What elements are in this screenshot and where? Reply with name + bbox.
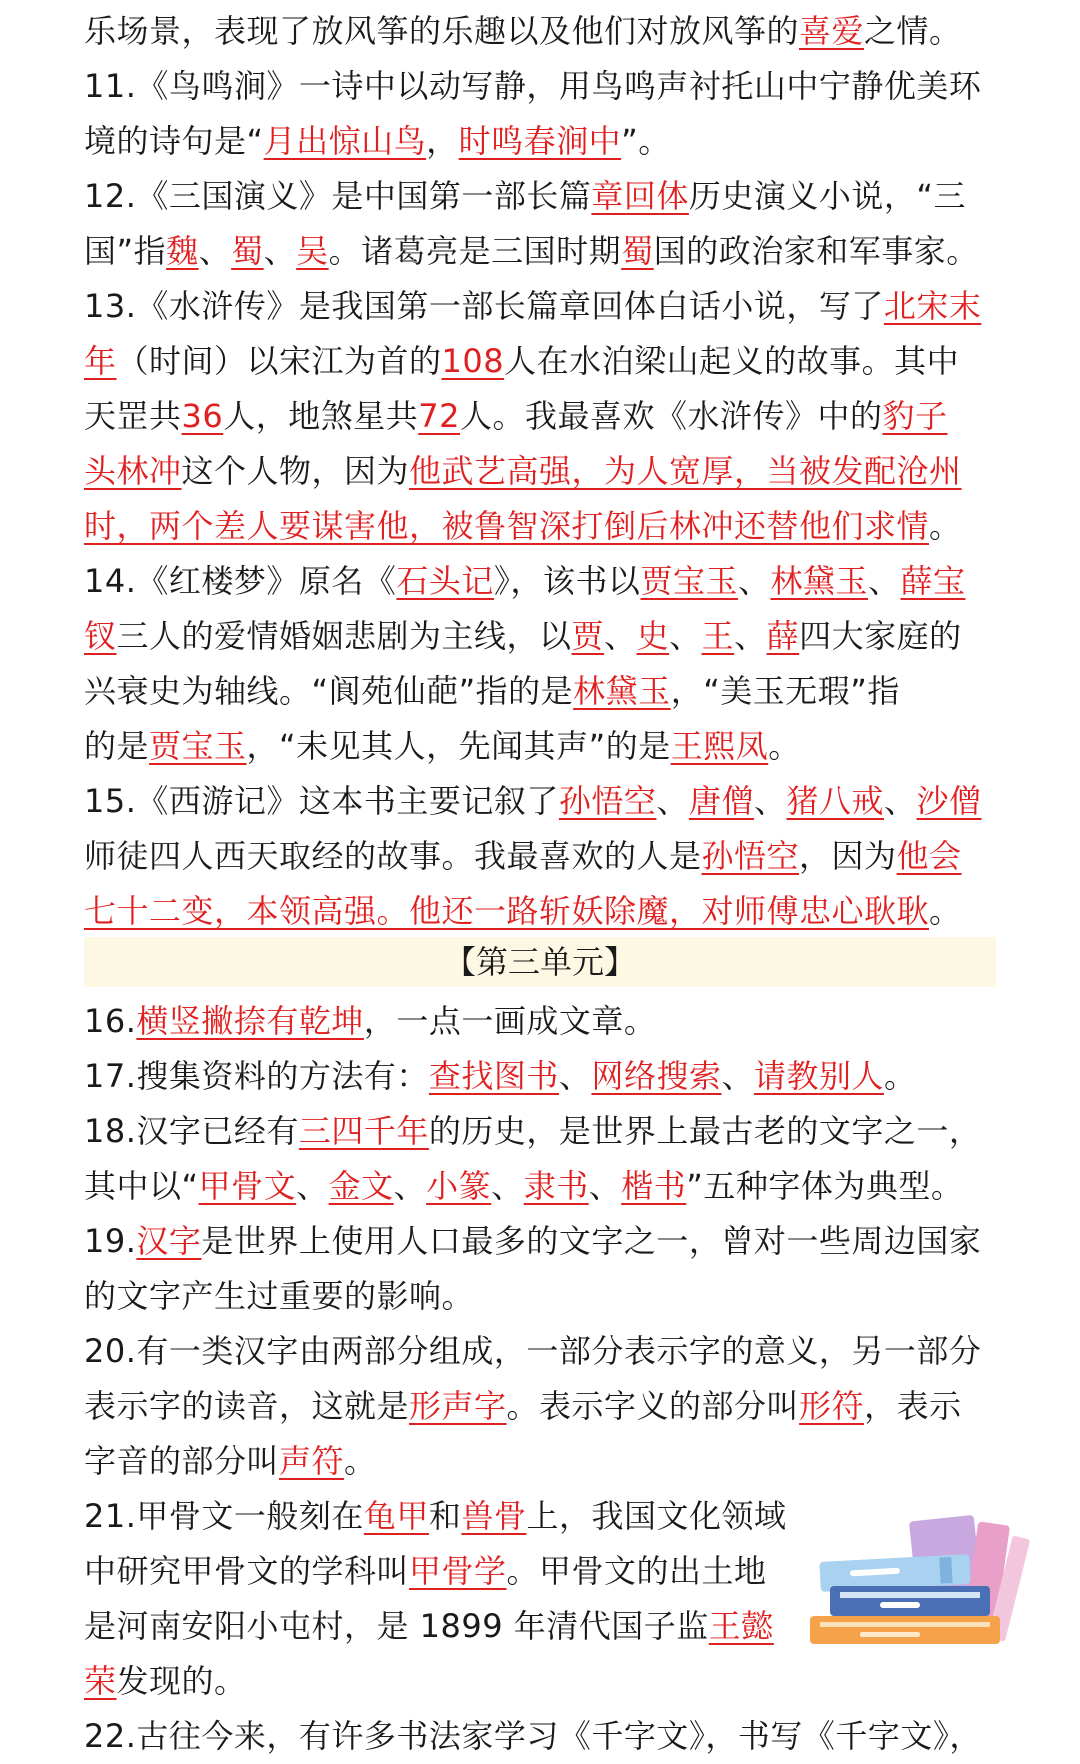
text-line — [84, 774, 982, 829]
books-illustration — [800, 1488, 1050, 1658]
text-line — [84, 884, 962, 939]
text-line — [84, 499, 962, 554]
text-segment: 、 — [588, 1167, 622, 1205]
text-segment: 17.搜集资料的方法有： — [84, 1057, 429, 1095]
text-segment: ，“美玉无瑕”指 — [670, 672, 900, 710]
text-segment: 、 — [198, 232, 232, 270]
text-line — [84, 1324, 981, 1379]
text-segment: 、 — [263, 232, 297, 270]
text-line — [84, 4, 962, 59]
text-segment: 之情。 — [864, 12, 962, 50]
answer-text: 章回体 — [591, 177, 689, 215]
answer-text: 钗 — [84, 617, 117, 655]
answer-text: 喜爱 — [799, 12, 865, 50]
answer-text: 蜀 — [621, 232, 654, 270]
answer-text: 网络搜索 — [591, 1057, 722, 1095]
text-line — [84, 1159, 963, 1214]
answer-text: 查找图书 — [428, 1057, 559, 1095]
text-segment: 、 — [883, 782, 917, 820]
text-segment: ，一点一画成文章。 — [363, 1002, 657, 1040]
text-segment: 、 — [721, 1057, 754, 1095]
answer-text: 林黛玉 — [573, 672, 671, 710]
answer-text: 他会 — [896, 837, 962, 875]
answer-text: 七十二变，本领高强。他还一路斩妖除魔，对师傅忠心耿耿 — [84, 892, 930, 930]
answer-text: 孙悟空 — [701, 837, 800, 875]
answer-text: 孙悟空 — [558, 782, 657, 820]
text-segment: 、 — [558, 1057, 592, 1095]
answer-text: 横竖撇捺有乾坤 — [136, 1002, 364, 1040]
text-segment: 。 — [768, 727, 801, 765]
text-segment: 11.《鸟鸣涧》一诗中以动写静，用鸟鸣声衬托山中宁静优美环 — [84, 67, 982, 105]
answer-text: 楷书 — [621, 1167, 687, 1205]
text-segment: 、 — [753, 782, 787, 820]
text-line — [84, 1269, 474, 1324]
text-segment: 。 — [344, 1442, 377, 1480]
text-segment: 人。我最喜欢《水浒传》中的 — [459, 397, 883, 435]
answer-text: 请教别人 — [753, 1057, 884, 1095]
text-line — [84, 554, 966, 609]
text-line — [84, 1049, 917, 1104]
answer-text: 金文 — [328, 1167, 394, 1205]
text-segment: 、 — [734, 617, 767, 655]
text-line — [84, 1214, 981, 1269]
text-segment: 境的诗句是“ — [84, 122, 264, 160]
text-segment: 天罡共 — [84, 397, 182, 435]
text-segment: 。表示字义的部分叫 — [506, 1387, 800, 1425]
text-line — [84, 1654, 247, 1709]
answer-text: 沙僧 — [916, 782, 982, 820]
text-segment: 、 — [669, 617, 702, 655]
answer-text: 魏 — [166, 232, 199, 270]
answer-text: 甲骨文 — [198, 1167, 297, 1205]
text-line — [84, 829, 962, 884]
answer-text: 汉字 — [136, 1222, 202, 1260]
answer-text: 形声字 — [409, 1387, 507, 1425]
text-segment: 。 — [929, 892, 962, 930]
text-segment: 上，我国文化领域 — [526, 1497, 787, 1535]
text-segment: 和 — [428, 1497, 462, 1535]
answer-text: 石头记 — [396, 562, 494, 600]
text-segment: 20.有一类汉字由两部分组成，一部分表示字的意义，另一部分 — [84, 1332, 982, 1370]
text-segment: 。甲骨文的出土地 — [506, 1552, 767, 1590]
answer-text: 小篆 — [426, 1167, 492, 1205]
text-line — [84, 444, 962, 499]
answer-text: 贾宝玉 — [640, 562, 738, 600]
answer-text: 声符 — [279, 1442, 345, 1480]
text-line — [84, 279, 981, 334]
text-segment: ，表示 — [864, 1387, 962, 1425]
answer-text: 唐僧 — [688, 782, 754, 820]
answer-text: 隶书 — [523, 1167, 589, 1205]
answer-text: 甲骨学 — [409, 1552, 507, 1590]
answer-text: 72 — [418, 397, 460, 435]
text-segment: 、 — [867, 562, 901, 600]
text-segment: 发现的。 — [116, 1662, 247, 1700]
text-segment: 的文字产生过重要的影响。 — [84, 1277, 475, 1315]
text-segment: 。 — [929, 507, 962, 545]
text-segment: 14.《红楼梦》原名《 — [84, 562, 397, 600]
answer-text: 贾 — [571, 617, 605, 655]
text-segment: 、 — [491, 1167, 524, 1205]
text-line — [84, 1489, 786, 1544]
text-segment: ，因为 — [799, 837, 897, 875]
text-line — [84, 389, 948, 444]
answer-text: 王 — [701, 617, 735, 655]
text-segment: 的是 — [84, 727, 150, 765]
text-segment: 15.《西游记》这本书主要记叙了 — [84, 782, 559, 820]
text-segment: 四大家庭的 — [799, 617, 962, 655]
answer-text: 薛宝 — [900, 562, 966, 600]
text-segment: 乐场景，表现了放风筝的乐趣以及他们对放风筝的 — [84, 12, 800, 50]
text-segment: 国”指 — [84, 232, 167, 270]
text-line — [84, 59, 981, 114]
answer-text: 北宋末 — [883, 287, 982, 325]
text-segment: 。 — [883, 1057, 917, 1095]
answer-text: 豹子 — [882, 397, 948, 435]
text-line — [84, 1434, 377, 1489]
answer-text: 王懿 — [708, 1607, 774, 1645]
text-segment: ”。 — [621, 122, 671, 160]
text-segment: 、 — [737, 562, 771, 600]
answer-text: 他武艺高强，为人宽厚，当被发配沧州 — [409, 452, 962, 490]
text-segment: 21.甲骨文一般刻在 — [84, 1497, 364, 1535]
answer-text: 年 — [84, 342, 117, 380]
answer-text: 薛 — [766, 617, 800, 655]
text-segment: 、 — [296, 1167, 329, 1205]
answer-text: 月出惊山鸟 — [263, 122, 427, 160]
answer-text: 三四千年 — [298, 1112, 429, 1150]
text-segment: 历史演义小说，“三 — [688, 177, 967, 215]
answer-text: 36 — [181, 397, 224, 435]
text-line — [84, 1544, 767, 1599]
text-segment: 13.《水浒传》是我国第一部长篇章回体白话小说，写了 — [84, 287, 884, 325]
text-line — [84, 664, 900, 719]
text-segment: ， — [426, 122, 459, 160]
answer-text: 龟甲 — [363, 1497, 429, 1535]
text-segment: 中研究甲骨文的学科叫 — [84, 1552, 410, 1590]
answer-text: 猪八戒 — [786, 782, 884, 820]
answer-text: 头林冲 — [84, 452, 182, 490]
text-segment: 兴衰史为轴线。“阆苑仙葩”指的是 — [84, 672, 574, 710]
text-segment: 、 — [656, 782, 689, 820]
text-segment: 22.古往今来，有许多书法家学习《千字文》，书写《千字文》， — [84, 1717, 982, 1755]
text-segment: 、 — [604, 617, 637, 655]
text-line — [84, 334, 959, 389]
text-segment: 人在水泊梁山起义的故事。其中 — [504, 342, 960, 380]
text-segment: 》，该书以 — [493, 562, 641, 600]
text-line — [84, 1104, 981, 1159]
text-line — [84, 224, 979, 279]
unit-heading: 【第三单元】 — [84, 937, 996, 987]
answer-text: 贾宝玉 — [149, 727, 247, 765]
answer-text: 时鸣春涧中 — [458, 122, 622, 160]
text-segment: ”五种字体为典型。 — [686, 1167, 964, 1205]
answer-text: 王熙凤 — [670, 727, 769, 765]
text-segment: 师徒四人西天取经的故事。我最喜欢的人是 — [84, 837, 702, 875]
answer-text: 形符 — [799, 1387, 865, 1425]
text-segment: （时间）以宋江为首的 — [116, 342, 442, 380]
text-segment: 是河南安阳小屯村，是 1899 年清代国子监 — [84, 1607, 709, 1645]
text-line — [84, 114, 671, 169]
text-segment: 字音的部分叫 — [84, 1442, 280, 1480]
text-line — [84, 1709, 982, 1764]
text-segment: 其中以“ — [84, 1167, 199, 1205]
text-segment: 19. — [84, 1222, 137, 1260]
text-line — [84, 1599, 774, 1654]
answer-text: 时，两个差人要谋害他，被鲁智深打倒后林冲还替他们求情 — [84, 507, 930, 545]
text-segment: 是世界上使用人口最多的文字之一，曾对一些周边国家 — [201, 1222, 982, 1260]
answer-text: 林黛玉 — [770, 562, 868, 600]
text-segment: 12.《三国演义》是中国第一部长篇 — [84, 177, 592, 215]
text-segment: 国的政治家和军事家。 — [653, 232, 979, 270]
text-segment: 的历史，是世界上最古老的文字之一， — [428, 1112, 982, 1150]
text-line — [84, 1379, 962, 1434]
text-segment: 18.汉字已经有 — [84, 1112, 299, 1150]
text-segment: 三人的爱情婚姻悲剧为主线，以 — [116, 617, 572, 655]
answer-text: 荣 — [84, 1662, 117, 1700]
text-line — [84, 994, 656, 1049]
text-segment: 16. — [84, 1002, 137, 1040]
text-line — [84, 609, 962, 664]
answer-text: 108 — [441, 342, 505, 380]
text-segment: ，“未见其人，先闻其声”的是 — [246, 727, 671, 765]
answer-text: 吴 — [296, 232, 329, 270]
text-line — [84, 719, 801, 774]
text-segment: 这个人物，因为 — [181, 452, 410, 490]
text-line — [84, 169, 966, 224]
answer-text: 蜀 — [231, 232, 264, 270]
text-segment: 。诸葛亮是三国时期 — [328, 232, 622, 270]
text-segment: 、 — [393, 1167, 427, 1205]
text-segment: 人，地煞星共 — [223, 397, 419, 435]
answer-text: 史 — [636, 617, 670, 655]
answer-text: 兽骨 — [461, 1497, 527, 1535]
text-segment: 表示字的读音，这就是 — [84, 1387, 410, 1425]
